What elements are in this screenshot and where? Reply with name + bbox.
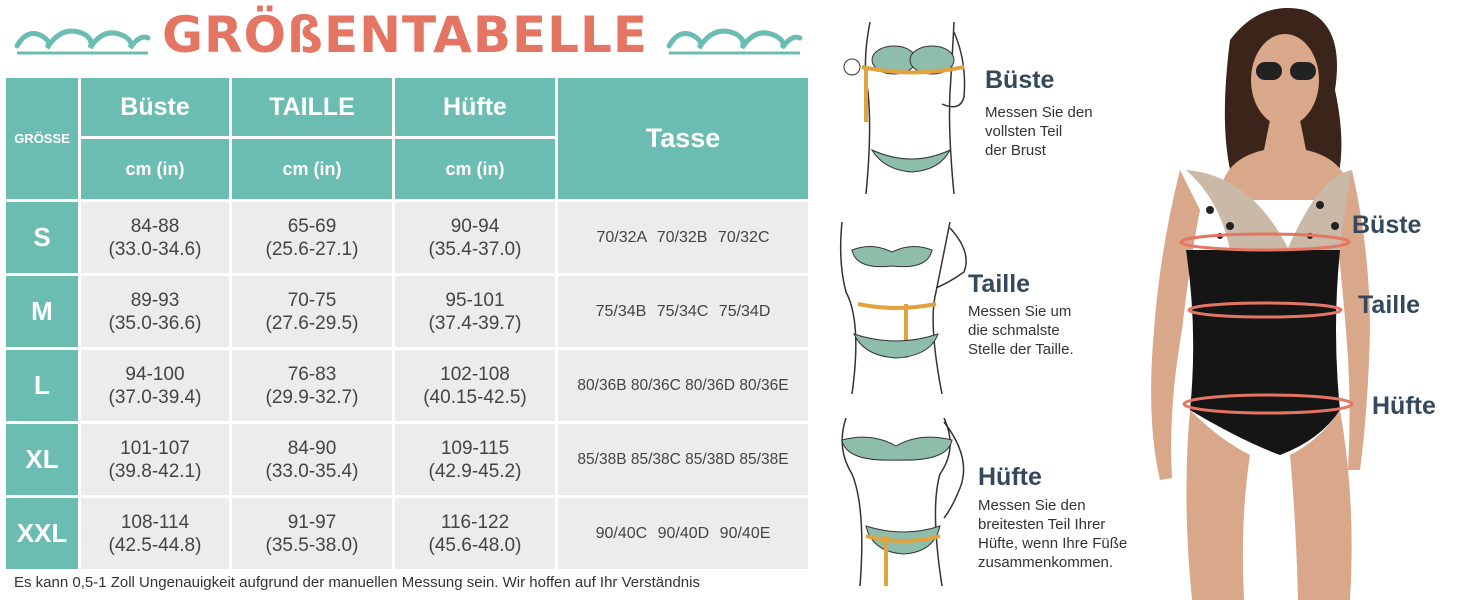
hip-measure-figure-icon [832,418,972,586]
bust-measure-text: Messen Sie den vollsten Teil der Brust [985,104,1093,159]
cup-sizes: 90/40C 90/40D 90/40E [558,498,808,569]
header-waist-unit: cm (in) [232,139,392,199]
footnote: Es kann 0,5-1 Zoll Ungenauigkeit aufgrund der manuellen Messung sein. Wir hoffen auf Ihr Verständnis [14,574,700,591]
bust-value: 94-100 (37.0-39.4) [81,350,229,421]
bust-measure-title: Büste [985,66,1055,94]
hip-value: 90-94 (35.4-37.0) [395,202,555,273]
hip-value: 102-108 (40.15-42.5) [395,350,555,421]
size-table [6,78,802,560]
wave-decoration-icon [12,16,152,56]
model-figure [1120,0,1464,600]
header-waist: TAILLE [232,78,392,136]
size-label: S [6,202,78,273]
header-bust: Büste [81,78,229,136]
hip-measure-title: Hüfte [978,463,1042,491]
title-row [0,0,810,78]
waist-value: 84-90 (33.0-35.4) [232,424,392,495]
waist-measure-figure-icon [832,222,972,394]
hip-value: 95-101 (37.4-39.7) [395,276,555,347]
size-label: XL [6,424,78,495]
cup-sizes: 80/36B 80/36C 80/36D 80/36E [558,350,808,421]
waist-measure-text: Messen Sie um die schmalste Stelle der Taille. [968,303,1074,358]
waist-value: 70-75 (27.6-29.5) [232,276,392,347]
wave-decoration-icon [664,16,804,56]
header-hip: Hüfte [395,78,555,136]
bust-value: 101-107 (39.8-42.1) [81,424,229,495]
bust-value: 89-93 (35.0-36.6) [81,276,229,347]
model-label-bust: Büste [1352,211,1422,239]
hip-value: 116-122 (45.6-48.0) [395,498,555,569]
size-label: M [6,276,78,347]
model-label-waist: Taille [1358,291,1421,319]
header-size: GRÖSSE [6,78,78,199]
header-hip-unit: cm (in) [395,139,555,199]
model-label-hip: Hüfte [1372,392,1436,420]
cup-sizes: 85/38B 85/38C 85/38D 85/38E [558,424,808,495]
bust-value: 108-114 (42.5-44.8) [81,498,229,569]
bust-value: 84-88 (33.0-34.6) [81,202,229,273]
size-label: L [6,350,78,421]
hip-value: 109-115 (42.9-45.2) [395,424,555,495]
header-cup: Tasse [558,78,808,199]
waist-value: 76-83 (29.9-32.7) [232,350,392,421]
size-label: XXL [6,498,78,569]
waist-value: 65-69 (25.6-27.1) [232,202,392,273]
waist-value: 91-97 (35.5-38.0) [232,498,392,569]
hip-measure-text: Messen Sie den breitesten Teil Ihrer Hüfte, wenn Ihre Füße zusammenkommen. [978,497,1128,571]
bust-measure-figure-icon [832,22,977,194]
waist-measure-title: Taille [968,270,1031,298]
header-bust-unit: cm (in) [81,139,229,199]
page-title: GRÖßENTABELLE [161,6,649,64]
cup-sizes: 75/34B 75/34C 75/34D [558,276,808,347]
cup-sizes: 70/32A 70/32B 70/32C [558,202,808,273]
